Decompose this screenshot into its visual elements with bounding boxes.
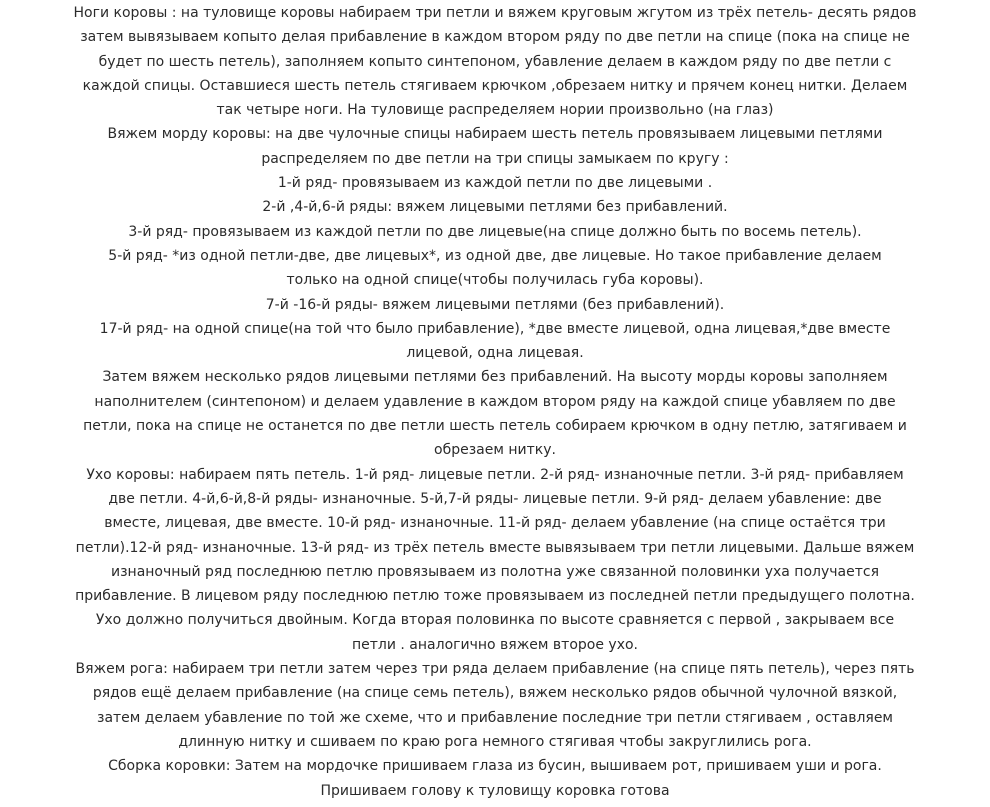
text-line: Ноги коровы : на туловище коровы набираем три петли и вяжем круговым жгутом из трёх петель- десять рядов	[73, 5, 917, 21]
text-line: длинную нитку и сшиваем по краю рога немного стягивая чтобы закруглились рога.	[178, 733, 812, 750]
text-line: затем вывязываем копыто делая прибавление в каждом втором ряду по две петли на спице (пока на спице не	[80, 29, 910, 46]
text-line: затем делаем убавление по той же схеме, что и прибавление последние три петли стягиваем , оставляем	[97, 709, 893, 726]
text-line: Ухо коровы: набираем пять петель. 1-й ряд- лицевые петли. 2-й ряд- изнаночные петли. 3-й ряд- прибавляем	[86, 466, 904, 483]
text-line: Пришиваем голову к туловищу коровка готова	[320, 782, 670, 799]
text-line: 7-й -16-й ряды- вяжем лицевыми петлями (без прибавлений).	[265, 296, 725, 313]
text-line: лицевой, одна лицевая.	[406, 345, 584, 362]
text-line: Вяжем рога: набираем три петли затем через три ряда делаем прибавление (на спице пять петель), через пять	[75, 661, 915, 678]
text-line: две петли. 4-й,6-й,8-й ряды- изнаночные. 5-й,7-й ряды- лицевые петли. 9-й ряд- делаем убавление: две	[108, 490, 882, 507]
text-line: 2-й ,4-й,6-й ряды: вяжем лицевыми петлями без прибавлений.	[262, 199, 728, 216]
text-line: распределяем по две петли на три спицы замыкаем по кругу :	[261, 150, 729, 167]
text-line: прибавление. В лицевом ряду последнюю петлю тоже провязываем из последней петли предыдущего полотна.	[75, 588, 915, 605]
text-line: вместе, лицевая, две вместе. 10-й ряд- изнаночные. 11-й ряд- делаем убавление (на спице остаётся три	[104, 515, 886, 532]
instructions-text	[16, 1, 974, 803]
text-line: петли . аналогично вяжем второе ухо.	[351, 636, 639, 653]
text-line: обрезаем нитку.	[434, 442, 556, 459]
text-line: петли, пока на спице не останется по две петли шесть петель собираем крючком в одну петлю, затягиваем и	[83, 418, 907, 435]
text-line: будет по шесть петель), заполняем копыто синтепоном, убавление делаем в каждом ряду по две петли с	[98, 53, 892, 70]
text-line: каждой спицы. Оставшиеся шесть петель стягиваем крючком ,обрезаем нитку и прячем конец нитки. Делаем	[82, 77, 908, 94]
text-line: петли).12-й ряд- изнаночные. 13-й ряд- из трёх петель вместе вывязываем три петли лицевыми. Дальше вяжем	[75, 539, 915, 556]
text-line: 17-й ряд- на одной спице(на той что было прибавление), *две вместе лицевой, одна лицевая,*две вместе	[99, 320, 891, 337]
text-line: Вяжем морду коровы: на две чулочные спицы набираем шесть петель провязываем лицевыми петлями	[107, 126, 883, 143]
text-line: Затем вяжем несколько рядов лицевыми петлями без прибавлений. На высоту морды коровы заполняем	[102, 369, 888, 386]
text-line: Сборка коровки: Затем на мордочке пришиваем глаза из бусин, вышиваем рот, пришиваем уши и рога.	[108, 758, 882, 775]
text-line: 3-й ряд- провязываем из каждой петли по две лицевые(на спице должно быть по восемь петель).	[128, 223, 862, 240]
text-line: Ухо должно получиться двойным. Когда вторая половинка по высоте сравняется с первой , закрываем все	[95, 612, 895, 629]
text-line: рядов ещё делаем прибавление (на спице семь петель), вяжем несколько рядов обычной чулочной вязкой,	[92, 685, 898, 702]
text-line: так четыре ноги. На туловище распределяем нории произвольно (на глаз)	[216, 102, 774, 119]
text-line: только на одной спице(чтобы получилась губа коровы).	[286, 272, 704, 289]
text-line: 1-й ряд- провязываем из каждой петли по две лицевыми .	[277, 175, 713, 192]
text-line: 5-й ряд- *из одной петли-две, две лицевых*, из одной две, две лицевые. Но такое прибавление делаем	[108, 247, 882, 264]
text-line: наполнителем (синтепоном) и делаем удавление в каждом втором ряду на каждой спице убавляем по две	[94, 393, 896, 410]
text-line: изнаночный ряд последнюю петлю провязываем из полотна уже связанной половинки уха получается	[111, 563, 879, 580]
